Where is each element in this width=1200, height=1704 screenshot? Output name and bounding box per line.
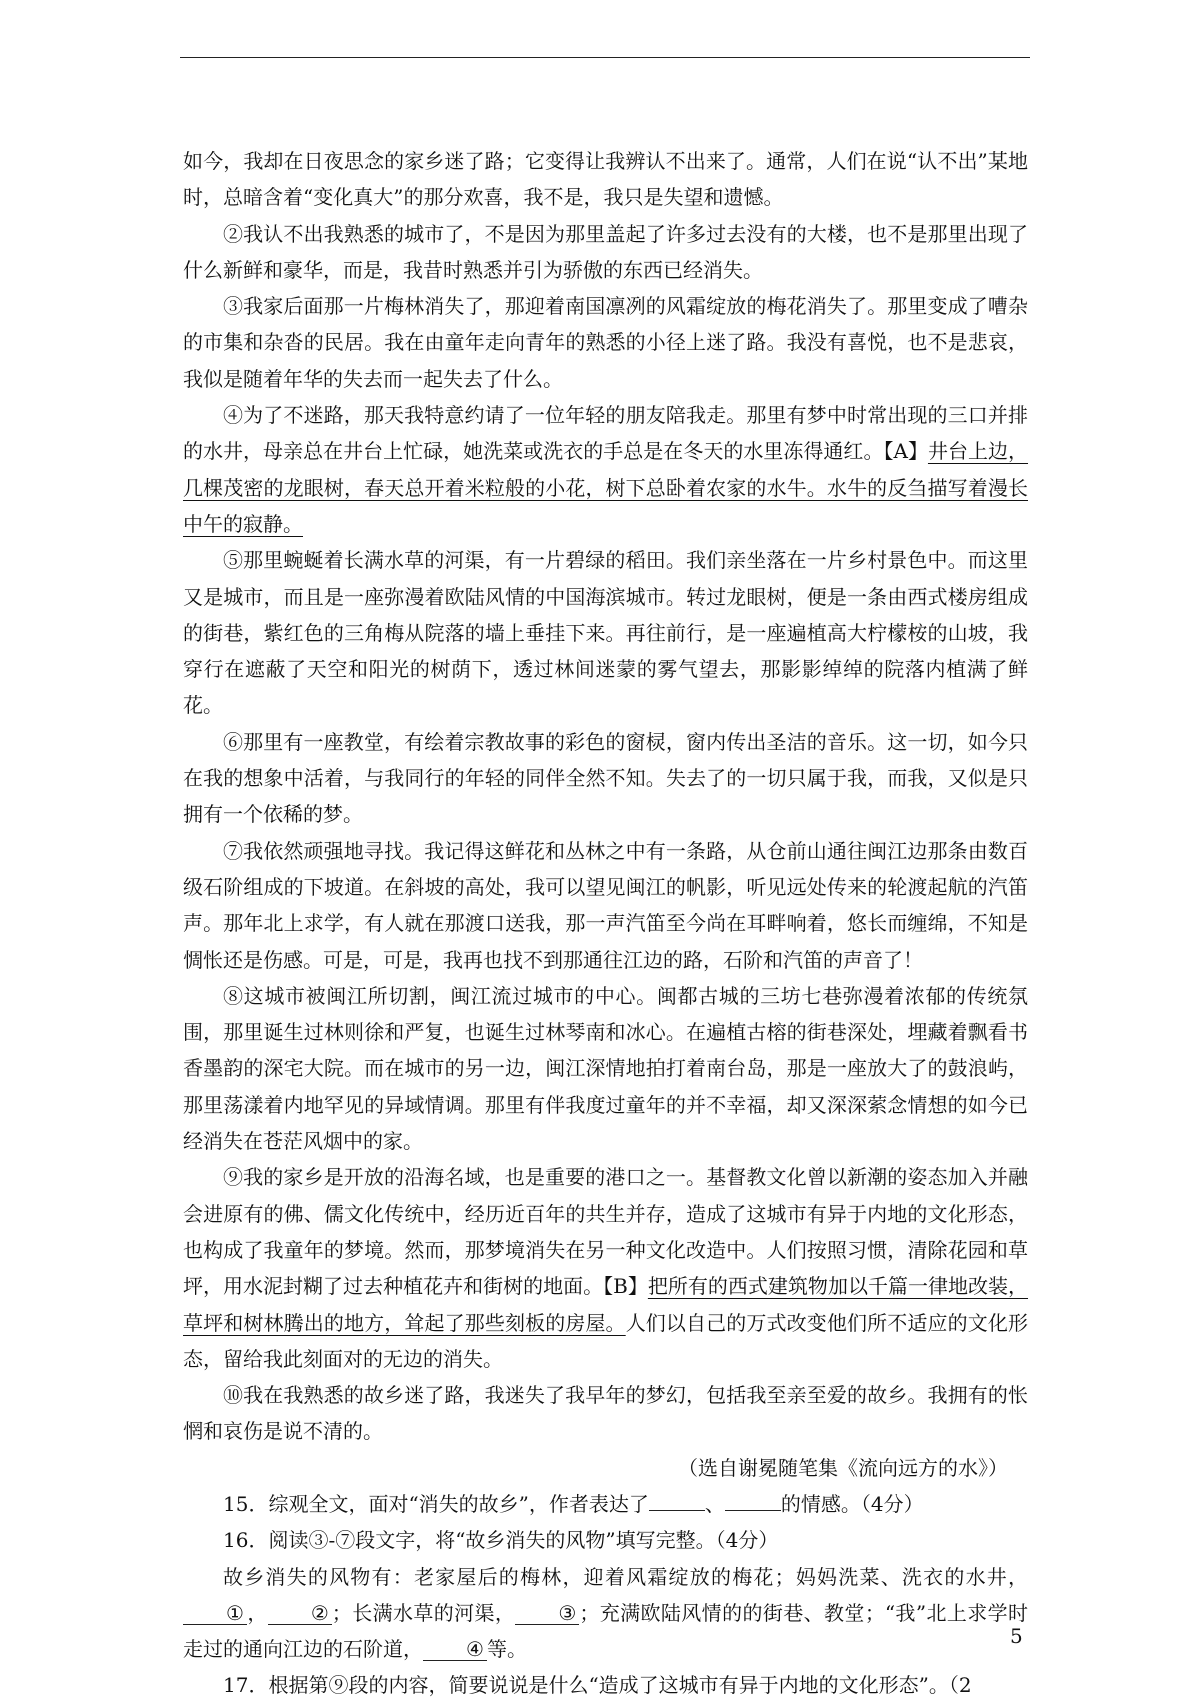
separator: ， <box>247 1600 268 1625</box>
page-number: 5 <box>1010 1624 1023 1648</box>
source-citation: （选自谢冕随笔集《流向远方的水》） <box>678 1455 1008 1480</box>
underlined-sentence-a: 井台上边，几棵茂密的龙眼树，春天总开着米粒般的小花，树下总卧着农家的水牛。水牛的反刍描写着漫长中午的寂静。 <box>183 439 1029 536</box>
question-16-intro: 故乡消失的风物有：老家屋后的梅林，迎着风霜绽放的梅花；妈妈洗菜、洗衣的水井， <box>223 1564 1028 1589</box>
header-rule <box>180 57 1030 58</box>
marker-b: 【B】 <box>603 1274 648 1299</box>
question-17: 17．根据第⑨段的内容，简要说说是什么“造成了这城市有异于内地的文化形态”。（2 <box>223 1673 972 1698</box>
question-16-middle-2: ；充满欧陆风情的的街巷、教堂；“我”北上求学时走过的通向江边的石阶道， <box>183 1600 1029 1662</box>
paragraph-8: ⑧这城市被闽江所切割，闽江流过城市的中心。闽都古城的三坊七巷弥漫着浓郁的传统氛围，那里诞生过林则徐和严复，也诞生过林琴南和冰心。在遍植古榕的街巷深处，埋藏着飘看书香墨韵的深宅大院。而在城市的另一边，闽江深情地拍打着南台岛，那是一座放大了的鼓浪屿，那里荡漾着内地罕见的异域情调。那里有伴我度过童年的并不幸福，却又深深萦念情想的如今已经消失在苍茫风烟中的家。 <box>183 983 1028 1154</box>
answer-blank-2[interactable]: ② <box>268 1602 332 1625</box>
underlined-sentence-b: 把所有的西式建筑物加以千篇一律地改装，草坪和树林腾出的地方，耸起了那些刻板的房屋。 <box>183 1274 1029 1335</box>
paragraph-6: ⑥那里有一座教堂，有绘着宗教故事的彩色的窗棂，窗内传出圣洁的音乐。这一切，如今只在我的想象中活着，与我同行的年轻的同伴全然不知。失去了的一切只属于我，而我，又似是只拥有一个依稀的梦。 <box>183 729 1028 827</box>
question-16-end: 等。 <box>487 1637 527 1662</box>
question-15-text: 15．综观全文，面对“消失的故乡”，作者表达了 <box>223 1491 649 1516</box>
paragraph-1: 如今，我却在日夜思念的家乡迷了路；它变得让我辨认不出来了。通常，人们在说“认不出”某地时，总暗含着“变化真大”的那分欢喜，我不是，我只是失望和遗憾。 <box>183 149 1028 210</box>
paragraph-2: ②我认不出我熟悉的城市了，不是因为那里盖起了许多过去没有的大楼，也不是那里出现了什么新鲜和豪华，而是，我昔时熟悉并引为骄傲的东西已经消失。 <box>183 221 1028 282</box>
question-16-body <box>183 1559 1028 1668</box>
paragraph-5: ⑤那里蜿蜒着长满水草的河渠，有一片碧绿的稻田。我们亲坐落在一片乡村景色中。而这里又是城市，而且是一座弥漫着欧陆风情的中国海滨城市。转过龙眼树，便是一条由西式楼房组成的街巷，紫红色的三角梅从院落的墙上垂挂下来。再往前行，是一座遍植高大柠檬桉的山坡，我穿行在遮蔽了天空和阳光的树荫下，透过林间迷蒙的雾气望去，那影影绰绰的院落内植满了鲜花。 <box>183 548 1028 718</box>
question-15-separator: 、 <box>704 1491 725 1516</box>
paragraph-4 <box>183 397 1028 542</box>
paragraph-7: ⑦我依然顽强地寻找。我记得这鲜花和丛林之中有一条路，从仓前山通往闽江边那条由数百级石阶组成的下坡道。在斜坡的高处，我可以望见闽江的帆影，听见远处传来的轮渡起航的汽笛声。那年北上求学，有人就在那渡口送我，那一声汽笛至今尚在耳畔响着，悠长而缠绵，不知是惆怅还是伤感。可是，可是，我再也找不到那通往江边的路，石阶和汽笛的声音了！ <box>183 838 1028 972</box>
paragraph-9 <box>183 1159 1028 1377</box>
answer-blank[interactable] <box>725 1510 781 1511</box>
paragraph-3: ③我家后面那一片梅林消失了，那迎着南国凛冽的风霜绽放的梅花消失了。那里变成了嘈杂的市集和杂沓的民居。我在由童年走向青年的熟悉的小径上迷了路。我没有喜悦，也不是悲哀，我似是随着年华的失去而一起失去了什么。 <box>183 294 1028 391</box>
paragraph-4-text: ④为了不迷路，那天我特意约请了一位年轻的朋友陪我走。那里有梦中时常出现的三口并排的水井，母亲总在井台上忙碌，她洗菜或洗衣的手总是在冬天的水里冻得通红。 <box>183 403 1028 464</box>
paragraph-10: ⑩我在我熟悉的故乡迷了路，我迷失了我早年的梦幻，包括我至亲至爱的故乡。我拥有的怅惘和哀伤是说不清的。 <box>183 1383 1028 1444</box>
question-15-tail: 的情感。（4分） <box>780 1491 924 1516</box>
question-15 <box>183 1486 1028 1522</box>
answer-blank[interactable] <box>649 1510 705 1511</box>
paragraph-9-tail: 人们以自己的万式改变他们所不适应的文化形态，留给我此刻面对的无边的消失。 <box>183 1310 1029 1371</box>
paragraph-9-text: ⑨我的家乡是开放的沿海名域，也是重要的港口之一。基督教文化曾以新潮的姿态加入并融会进原有的佛、儒文化传统中，经历近百年的共生并存，造成了这城市有异于内地的文化形态，也构成了我童年的梦境。然而，那梦境消失在另一种文化改造中。人们按照习惯，清除花园和草坪，用水泥封糊了过去种植花卉和街树的地面。 <box>183 1165 1028 1299</box>
answer-blank-4[interactable]: ④ <box>423 1638 487 1661</box>
question-16-middle: ；长满水草的河渠， <box>331 1600 516 1625</box>
answer-blank-1[interactable]: ① <box>183 1602 247 1625</box>
document-body <box>183 143 1028 1704</box>
marker-a: 【A】 <box>883 439 928 464</box>
question-16: 16．阅读③-⑦段文字，将“故乡消失的风物”填写完整。（4分） <box>223 1528 779 1553</box>
answer-blank-3[interactable]: ③ <box>515 1602 579 1625</box>
